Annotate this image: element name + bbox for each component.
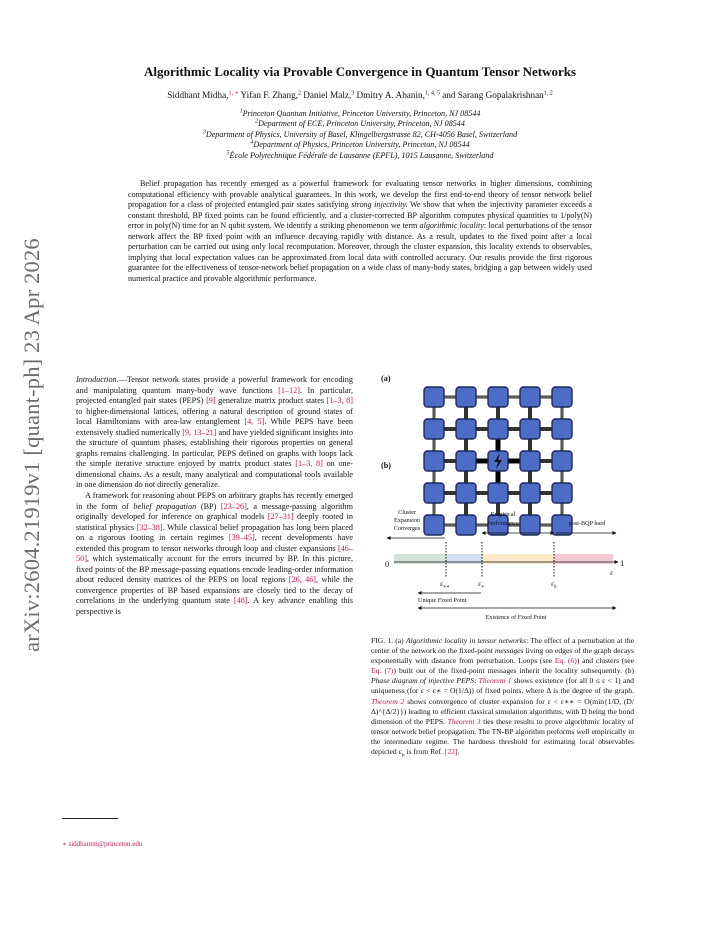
author-affil-sup: 2 xyxy=(297,90,301,97)
equation-link[interactable]: Eq. (6) xyxy=(554,656,577,666)
affiliation-line xyxy=(60,140,660,150)
affiliation-text: Princeton Quantum Initiative, Princeton University, Princeton, NJ 08544 xyxy=(242,109,481,118)
body-text: to higher-dimensional lattices, offering a natural description of ground states of local Hamiltonians with area-law entanglement xyxy=(76,406,353,427)
label-post-bqp-hard: post-BQP hard xyxy=(568,520,606,527)
theorem-link[interactable]: Theorem 1 xyxy=(478,676,512,686)
abstract-text: Belief propagation has recently emerged as a powerful framework for evaluating tensor networks in higher dimensions, combining computational efficiency with provable analytical guarantees. In this work, we develop the first end-to-end theory of tensor network belief propagation for a class of projected entangled pair states satisfying xyxy=(128,179,592,210)
tensor-node xyxy=(456,419,476,439)
affiliation-line xyxy=(60,119,660,129)
body-text: deeply rooted in statistical physics xyxy=(76,512,354,532)
tensor-node xyxy=(552,419,572,439)
label-empirical-performance: Performance xyxy=(487,520,519,527)
body-paragraph xyxy=(76,375,353,491)
citation-link[interactable]: [9, 13–21] xyxy=(182,427,217,437)
author-name: Dmitry A. Abanin, xyxy=(356,90,425,100)
caption-emphasis: Phase diagram of injective PEPS xyxy=(371,676,475,686)
body-text: , a message-passing algorithm originally developed for inference on graphical models xyxy=(76,501,354,522)
tick-e-star: $\varepsilon_∗$ xyxy=(478,579,485,590)
citation-link[interactable]: [4, 5] xyxy=(244,417,265,427)
abstract xyxy=(128,179,592,284)
tensor-node xyxy=(520,451,540,471)
axis-epsilon-label: ε xyxy=(610,568,613,577)
affiliation-text: École Polytechnique Fédérale de Lausanne (EPFL), 1015 Lausanne, Switzerland xyxy=(229,150,494,160)
tick-e-h: $\varepsilon_h$ xyxy=(551,579,557,590)
caption-emphasis: messages xyxy=(494,646,524,656)
author-name: Daniel Malz, xyxy=(303,90,352,100)
caption-subscript: h xyxy=(401,752,405,759)
abstract-emphasis: algorithmic locality xyxy=(419,221,484,231)
region-post-bqp-hard xyxy=(554,554,613,564)
body-text: on one-dimensional chains. As a result, many analytical and computational tools available in one dimension do not directly generalize. xyxy=(76,459,353,490)
affiliation-number: 1 xyxy=(239,108,243,115)
tensor-node xyxy=(456,387,476,407)
author-affil-sup: 1, 4, 5 xyxy=(424,90,440,97)
caption-text: shows existence (for all 0 ≤ ε < 1) and uniqueness (for ε < ε∗ = O(1/Δ)) of fixed points, where Δ is the degree of the graph. xyxy=(371,676,634,696)
label-empirical-performance: Empirical xyxy=(490,511,516,518)
paper-title: Algorithmic Locality via Provable Convergence in Quantum Tensor Networks xyxy=(143,64,577,79)
body-text: . In particular, projected entangled pair states (PEPS) xyxy=(76,385,353,406)
axis-zero-label: 0 xyxy=(385,559,390,569)
figure-caption xyxy=(371,636,634,761)
caption-text: ties these results to prove algorithmic locality of tensor network belief propagation. The TN-BP algorithm performs well empirically in the intermediate regime. The hardness threshold for estimating local observables depicted ε xyxy=(371,716,634,757)
citation-link[interactable]: [48] xyxy=(233,596,248,606)
equation-link[interactable]: Eq. (7) xyxy=(371,666,394,676)
tensor-node xyxy=(488,387,508,407)
citation-link[interactable]: [23–26] xyxy=(220,501,247,511)
citation-link[interactable]: [1–3, 8] xyxy=(326,396,353,406)
affiliation-number: 5 xyxy=(226,150,230,157)
body-text: (BP) xyxy=(196,501,221,511)
body-text: . While classical belief propagation has long been placed on a rigorous footing in certain regimes xyxy=(76,522,353,543)
arxiv-identifier xyxy=(12,225,52,665)
citation-link[interactable]: [1–3, 8] xyxy=(295,459,323,469)
region-unique-fixed-point xyxy=(446,554,482,564)
author-list xyxy=(60,90,660,100)
body-text: , recent developments have extended this program to tensor networks through loop and cluster expansions xyxy=(76,533,353,553)
body-emphasis: belief propagation xyxy=(133,501,197,511)
body-paragraph xyxy=(76,491,353,618)
affiliation-line xyxy=(60,151,660,161)
body-text: A framework for reasoning about PEPS on arbitrary graphs has recently emerged in the form of xyxy=(76,491,353,511)
author-name: and Sarang Gopalakrishnan xyxy=(442,90,544,100)
figure-panel-label-b: (b) xyxy=(381,461,392,470)
phase-diagram xyxy=(385,481,625,623)
tensor-node xyxy=(456,451,476,471)
caption-text: living on edges of the graph decays exponentially with distance from perturbation. Loops (see xyxy=(371,646,635,666)
tensor-node xyxy=(488,419,508,439)
axis-one-label: 1 xyxy=(620,558,625,568)
body-text: —Tensor network states provide a powerful framework for encoding and manipulating quantum many-body wave functions xyxy=(76,375,353,395)
body-text: . A key advance enabling this perspective is xyxy=(76,596,353,617)
author-name: Siddhant Midha, xyxy=(167,90,229,100)
caption-text: . xyxy=(457,747,460,757)
caption-text: : The effect of a perturbation at the center of the network on the fixed-point xyxy=(371,636,634,656)
tensor-node xyxy=(552,387,572,407)
tensor-node xyxy=(424,419,444,439)
citation-link[interactable]: [46–50] xyxy=(76,543,353,564)
theorem-link[interactable]: Theorem 3 xyxy=(447,716,481,726)
tensor-node xyxy=(552,451,572,471)
label-cluster-expansion: Cluster xyxy=(398,509,416,516)
affiliation-number: 3 xyxy=(202,129,206,136)
citation-link[interactable]: [9] xyxy=(206,396,216,406)
author-affil-sup: 1, 2 xyxy=(543,90,553,97)
tick-e-starstar: $\varepsilon_{∗∗}$ xyxy=(440,579,450,590)
citation-link[interactable]: [27–31] xyxy=(267,512,294,522)
citation-link[interactable]: [1–12] xyxy=(278,385,300,395)
region-cluster-expansion xyxy=(394,554,446,564)
caption-text: is from Ref. xyxy=(404,747,445,757)
label-cluster-expansion: Expansion xyxy=(393,517,421,524)
citation-link[interactable]: [22] xyxy=(444,747,458,757)
caption-text: shows convergence of cluster expansion for ε < ε∗∗ = O(min{1/D, (D/Δ)^{Δ/2}}) leading to efficient classical simulation algorithms, with D being the bond dimension of the PEPS. xyxy=(371,696,634,726)
affiliation-list xyxy=(60,109,660,161)
arxiv-identifier-text: arXiv:2604.21919v1 [quant-ph] 23 Apr 2026 xyxy=(19,238,44,652)
body-text: and have yielded significant insights into the structure of quantum phases, establishing their rigorous properties on general graphs remains challenging. In particular, PEPS defined on graphs with loops lack the simple iterative structure enjoyed by matrix product states xyxy=(76,427,353,469)
figure-panel-label-a: (a) xyxy=(381,374,391,383)
caption-text: FIG. 1. (a) xyxy=(371,636,406,645)
affiliation-line xyxy=(60,109,660,119)
abstract-text: We show that when the injectivity parameter exceeds a constant threshold, BP fixed points can be found efficiently, and a cluster-corrected BP algorithm computes physical quantities to 1/poly(N) error in poly(N) time for an N qubit system. We identify a striking phenomenon we term xyxy=(128,200,592,231)
tensor-node xyxy=(424,387,444,407)
abstract-text: : local perturbations of the tensor network affect the BP fixed point with an influence decaying rapidly with distance. As a result, updates to the fixed point after a local perturbation can be carried out using only local recomputation. Moreover, through the cluster expansion, this locality extends to observables, implying that local expectation values can be approximated from local data with controlled accuracy. Our results provide the first rigorous guarantee for the effectiveness of tensor-network belief propagation on a wide class of many-body states, bridging a gap between widely used numerical practice and provable algorithmic performance. xyxy=(128,221,592,283)
citation-link[interactable]: [39–45] xyxy=(228,533,255,543)
abstract-emphasis: strong injectivity. xyxy=(351,200,408,210)
body-text: . While PEPS have been extensively studied numerically xyxy=(76,417,353,437)
footnote-email[interactable]: ∗ siddhantm@princeton.edu xyxy=(62,840,143,848)
citation-link[interactable]: [32–38] xyxy=(136,522,163,532)
affiliation-text: Department of ECE, Princeton University, Princeton, NJ 08544 xyxy=(258,119,465,129)
body-left-column xyxy=(76,375,353,618)
label-cluster-expansion: Converges xyxy=(393,525,421,532)
label-unique-fixed-point: Unique Fixed Point xyxy=(418,597,467,604)
caption-text: ) built out of the fixed-point messages inherit the locality subsequently. (b) xyxy=(393,666,634,676)
caption-text: : xyxy=(474,676,479,686)
tensor-node xyxy=(424,451,444,471)
author-affil-sup: 3 xyxy=(351,90,355,97)
caption-emphasis: Algorithmic locality in tensor networks xyxy=(405,636,527,645)
tensor-node xyxy=(520,419,540,439)
body-text: generalize matrix product states xyxy=(215,396,327,406)
label-existence-fixed-point: Existence of Fixed Point xyxy=(485,614,547,621)
author-affil-sup: 1, ∗ xyxy=(228,90,239,97)
affiliation-text: Department of Physics, Princeton University, Princeton, NJ 08544 xyxy=(253,140,470,150)
section-heading: Introduction. xyxy=(76,375,119,384)
theorem-link[interactable]: Theorem 2 xyxy=(371,696,405,706)
affiliation-line xyxy=(60,130,660,140)
author-name: Yifan F. Zhang, xyxy=(240,90,298,100)
affiliation-number: 2 xyxy=(255,118,259,125)
footnote-divider xyxy=(62,818,118,819)
region-empirical xyxy=(482,554,554,564)
body-text: , which systematically account for the errors incurred by BP. In this picture, fixed points of the BP message-passing equations encode leading-order information about reduced density matrices of the PEPS on local regions xyxy=(76,554,353,585)
citation-link[interactable]: [26, 46] xyxy=(288,575,317,585)
affiliation-text: Department of Physics, University of Basel, Klingelbergstrasse 82, CH-4056 Basel, Switzerland xyxy=(205,129,518,139)
affiliation-number: 4 xyxy=(250,139,254,146)
caption-text: ) and clusters (see xyxy=(576,656,634,666)
body-text: , while the convergence properties of BP based expansions are closely tied to the decay of correlations in the underlying quantum state xyxy=(76,575,354,606)
tensor-node xyxy=(520,387,540,407)
